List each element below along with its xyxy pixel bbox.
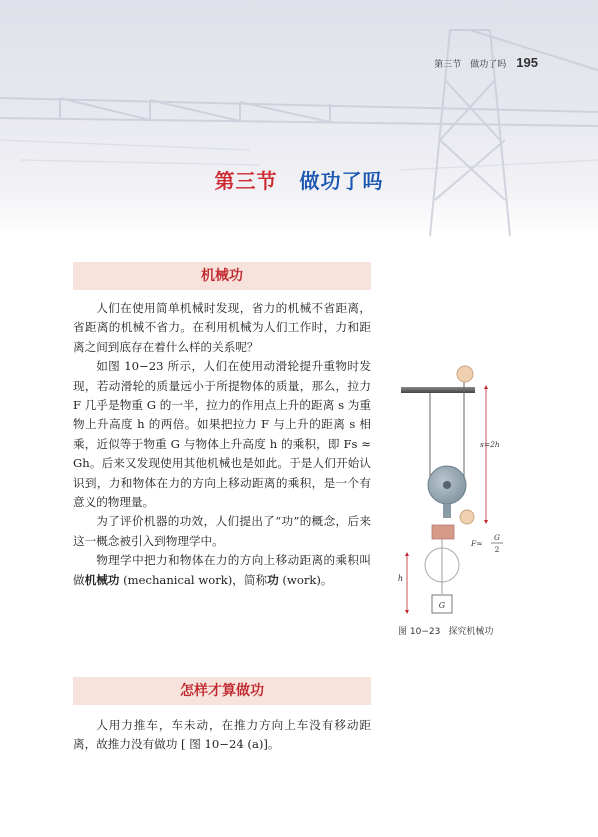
figure-caption-text: 探究机械功 (448, 627, 494, 637)
section-body-mechanical-work (73, 299, 371, 590)
pulley-bracket (443, 504, 451, 518)
section-body-doing-work (73, 716, 371, 755)
hand-lower (460, 510, 474, 524)
crane-background-illustration (0, 0, 598, 236)
page-number: 195 (516, 55, 538, 70)
label-h: h (397, 574, 403, 583)
chapter-banner (0, 0, 598, 236)
label-s-2h: s=2h (480, 440, 500, 449)
running-head-section: 第三节 做功了吗 (434, 59, 507, 69)
running-head (434, 55, 538, 70)
chapter-number: 第三节 (214, 169, 278, 193)
label-g: G (438, 601, 446, 610)
section-heading-doing-work: 怎样才算做功 (73, 677, 371, 705)
spring-scale (432, 525, 454, 539)
paragraph: 如图 10−23 所示，人们在使用动滑轮提升重物时发现，若动滑轮的质量远小于所提物体的质量，那么，拉力 F 几乎是物重 G 的一半，拉力的作用点上升的距离 s 为重物上升高度 h 的两倍。如果把拉力 F 与上升的距离 s 相乘，近似等于物重 G 与物体上升高度 h 的乘积，即 Fs ≈ Gh。后来又发现使用其他机械也是如此。于是人们开始认识到，力和物体在力的方向上移动距离的乘积，是一个有意义的物理量。 (73, 359, 371, 510)
definition-text: (mechanical work)，简称 (119, 572, 268, 587)
figure-caption (398, 624, 493, 637)
label-f-approx: F≈ (471, 539, 483, 548)
paragraph: 为了评价机器的功效，人们提出了“功”的概念，后来这一概念被引入到物理学中。 (73, 514, 371, 548)
paragraph: 人用力推车，车未动，在推力方向上车没有移动距离，故推力没有做功 [ 图 10−24 (a)]。 (73, 718, 371, 752)
chapter-name: 做功了吗 (299, 169, 384, 193)
chapter-title (0, 165, 598, 194)
definition-paragraph (73, 551, 371, 590)
pulley-axle (443, 481, 451, 489)
term-mechanical-work: 机械功 (84, 572, 120, 587)
term-work: 功 (267, 572, 279, 587)
definition-text: (work)。 (278, 572, 333, 587)
figure-number: 图 10−23 (398, 627, 441, 637)
definition-text: 物理学中把力和物体在力的方向上移动距离的乘积叫做 (73, 553, 371, 587)
label-f-numerator: G (494, 533, 500, 542)
label-f-denominator: 2 (494, 545, 500, 554)
paragraph: 人们在使用简单机械时发现，省力的机械不省距离，省距离的机械不省力。在利用机械为人们工作时，力和距离之间到底存在着什么样的关系呢？ (73, 301, 371, 354)
pulley-figure (385, 362, 525, 622)
section-heading-mechanical-work: 机械功 (73, 262, 371, 290)
hand-top (457, 366, 473, 382)
